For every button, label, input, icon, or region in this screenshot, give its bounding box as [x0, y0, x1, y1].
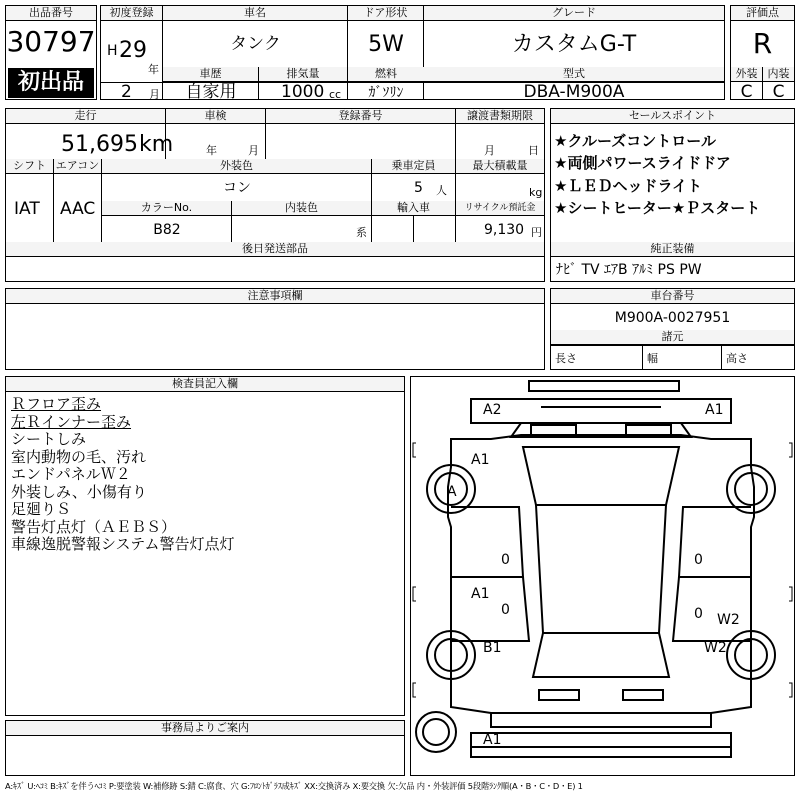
aircon: AAC	[60, 199, 96, 219]
lot-number: 30797	[6, 25, 96, 58]
specs-table	[5, 108, 545, 282]
equipment-label: 純正装備	[551, 242, 794, 257]
model-code: DBA-M900A	[523, 82, 625, 102]
rear-bumper-shape	[471, 733, 731, 747]
inspector-line-8: 警告灯点灯（ＡＥＢＳ）	[11, 517, 177, 536]
history: 自家用	[185, 82, 237, 102]
car-name: タンク	[230, 34, 281, 54]
height-label: 高さ	[726, 352, 748, 365]
year-unit: 年	[148, 63, 159, 76]
mark-front-right: A1	[705, 402, 724, 418]
history-label: 車歴	[163, 67, 259, 82]
transfer-day-unit: 日	[528, 144, 539, 157]
mileage-label: 走行	[6, 109, 166, 124]
first-reg-label: 初度登録	[101, 6, 163, 21]
lot-number-box	[5, 5, 97, 100]
mark-left-front-wheel: A	[447, 484, 457, 500]
mark-left-front-fender: A1	[471, 452, 490, 468]
door-label: ドア形状	[348, 6, 424, 21]
era: H	[107, 43, 118, 59]
int-color-unit: 系	[356, 226, 367, 239]
int-color-label: 内装色	[232, 201, 372, 216]
chassis-label: 車台番号	[551, 289, 794, 304]
mark-rear-bumper: A1	[483, 732, 502, 748]
body-outline-shape	[448, 435, 754, 713]
sales-point-4: ★シートヒーター★Ｐスタート	[554, 199, 761, 217]
mileage-unit: km	[139, 132, 174, 157]
sales-point-1: ★クルーズコントロール	[554, 132, 716, 150]
mark-right-rear-fender: W2	[704, 640, 727, 656]
windscreen-shape	[523, 447, 679, 505]
dims-label: 諸元	[551, 330, 794, 345]
color-no: B82	[153, 222, 181, 238]
registration-box	[100, 5, 725, 100]
color-no-label: カラーNo.	[102, 201, 232, 216]
ext-color-label: 外装色	[102, 159, 372, 174]
lot-number-label: 出品番号	[6, 6, 96, 21]
rear-glass-shape	[533, 633, 669, 677]
notes-label: 注意事項欄	[6, 289, 544, 304]
roof-shape	[536, 505, 666, 633]
inspection-month-unit: 月	[248, 144, 259, 157]
inspector-line-7: 足廻りＳ	[11, 500, 72, 518]
displacement-label: 排気量	[259, 67, 348, 82]
model-code-label: 型式	[424, 67, 724, 82]
width-label: 幅	[647, 352, 658, 365]
recycle-label: リサイクル預託金	[456, 201, 544, 216]
max-load-label: 最大積載量	[456, 159, 544, 174]
front-panel-shape	[471, 399, 731, 423]
notes-box	[5, 288, 545, 370]
legend: A:ｷｽﾞ U:ﾍｺﾐ B:ｷｽﾞを伴うﾍｺﾐ P:要塗装 W:補修跡 S:錆 C:腐食、穴 G:ﾌﾛﾝﾄｶﾞﾗｽ成ｷｽﾞ XX:交換済み X:要交換 欠:欠品 内・外装評価 5段階ﾗﾝｸ順(A・B・C・D・E) 1	[5, 781, 583, 791]
month-unit: 月	[149, 88, 160, 101]
exterior-grade: C	[740, 82, 753, 102]
office-label: 事務局よりご案内	[6, 721, 404, 736]
mileage: 51,695	[61, 132, 138, 157]
inspection-label: 車検	[166, 109, 266, 124]
front-light-right-shape	[626, 425, 671, 435]
import-label: 輸入車	[372, 201, 456, 216]
first-listing-badge: 初出品	[8, 68, 94, 98]
interior-label: 内装	[763, 67, 794, 82]
length-label: 長さ	[555, 352, 577, 365]
sales-point-3: ★ＬＥＤヘッドライト	[554, 177, 702, 195]
inspector-line-2: 左Ｒインナー歪み	[11, 412, 132, 431]
car-name-label: 車名	[163, 6, 348, 21]
transfer-month-unit: 月	[484, 144, 495, 157]
score-label: 評価点	[731, 6, 794, 21]
inspector-box	[5, 376, 405, 716]
max-load-unit: kg	[529, 186, 543, 199]
score-box	[730, 5, 795, 100]
mark-front-left: A2	[483, 402, 502, 418]
sales-point-2: ★両側パワースライドドア	[554, 154, 731, 172]
interior-grade: C	[772, 82, 785, 102]
car-diagram-box	[410, 376, 795, 776]
car-diagram	[411, 377, 794, 775]
mark-bottom-zero: 0	[501, 602, 510, 618]
reg-number-label: 登録番号	[266, 109, 456, 124]
inspector-line-1: Ｒフロア歪み	[11, 395, 102, 413]
shift-label: シフト	[6, 159, 54, 174]
front-bumper-shape	[529, 381, 679, 391]
mark-right-door-zero: 0	[694, 552, 703, 568]
capacity-label: 乗車定員	[372, 159, 456, 174]
mark-right-mid-zero: 0	[694, 606, 703, 622]
inspector-label: 検査員記入欄	[6, 377, 404, 392]
chassis-number: M900A-0027951	[614, 310, 731, 326]
inspector-line-9: 車線逸脱警報システム警告灯点灯	[11, 535, 235, 553]
grade-label: グレード	[424, 6, 724, 21]
capacity: 5	[414, 180, 423, 196]
displacement: 1000	[281, 82, 325, 102]
first-reg-month: 2	[121, 82, 132, 102]
equipment-value: ﾅﾋﾞ TV ｴｱB ｱﾙﾐ PS PW	[556, 262, 702, 278]
score: R	[752, 27, 773, 60]
mark-left-rear-fender: B1	[483, 640, 502, 656]
inspection-year-unit: 年	[206, 144, 217, 157]
aircon-label: エアコン	[54, 159, 102, 174]
shift: IAT	[14, 199, 40, 219]
sales-points-label: セールスポイント	[551, 109, 794, 124]
door-type: 5W	[368, 32, 404, 57]
shipping-parts-label: 後日発送部品	[6, 242, 544, 257]
mark-left-door-zero: 0	[501, 552, 510, 568]
displacement-unit: cc	[329, 88, 342, 101]
front-light-left-shape	[531, 425, 576, 435]
ext-color: コン	[223, 180, 251, 196]
fuel: ｶﾞｿﾘﾝ	[368, 85, 404, 101]
inspector-line-5: エンドパネルＷ２	[11, 465, 131, 483]
chassis-box	[550, 288, 795, 370]
mark-left-rear-door: A1	[471, 586, 490, 602]
fuel-label: 燃料	[348, 67, 424, 82]
exterior-label: 外装	[731, 67, 762, 82]
inspector-line-3: シートしみ	[11, 430, 87, 448]
first-reg-year: 29	[119, 38, 147, 63]
inspector-line-4: 室内動物の毛、汚れ	[11, 447, 147, 466]
mark-right-rear-door: W2	[717, 612, 740, 628]
recycle-fee: 9,130	[484, 222, 525, 238]
grade: カスタムG-T	[511, 32, 637, 57]
capacity-unit: 人	[436, 184, 447, 197]
inspector-line-6: 外装しみ、小傷有り	[11, 482, 147, 501]
office-box	[5, 720, 405, 776]
recycle-unit: 円	[531, 226, 542, 239]
transfer-doc-label: 譲渡書類期限	[456, 109, 544, 124]
